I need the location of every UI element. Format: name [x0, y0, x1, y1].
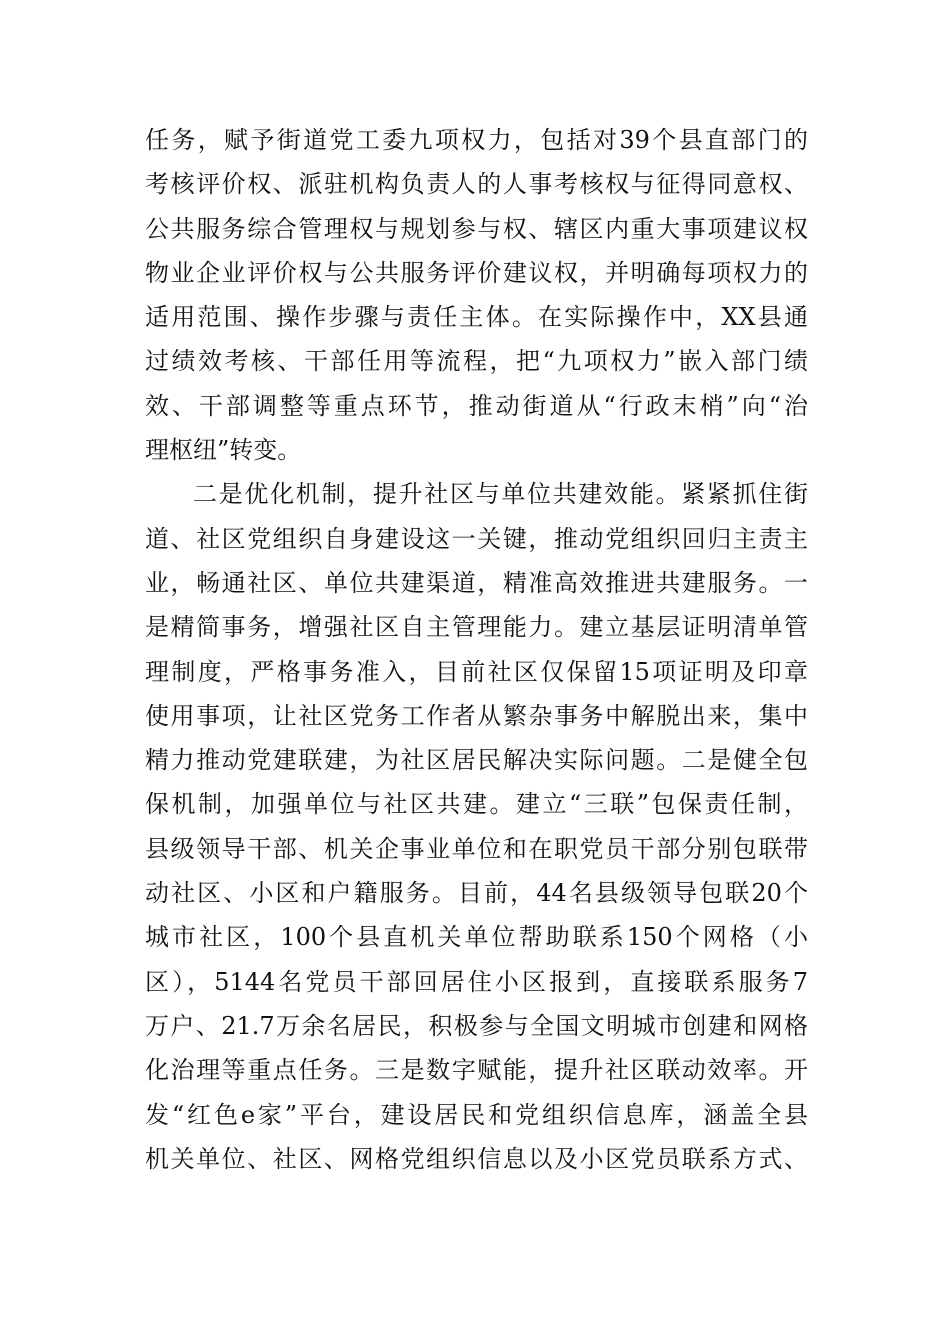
text-line: 发“红色e家”平台，建设居民和党组织信息库，涵盖全县: [145, 1100, 808, 1129]
text-line: 适用范围、操作步骤与责任主体。在实际操作中，XX县通: [145, 303, 808, 332]
text-line: 机关单位、社区、网格党组织信息以及小区党员联系方式、: [145, 1144, 808, 1173]
text-line: 公共服务综合管理权与规划参与权、辖区内重大事项建议权: [145, 214, 808, 243]
text-line: 精力推动党建联建，为社区居民解决实际问题。二是健全包: [145, 746, 808, 775]
text-line: 动社区、小区和户籍服务。目前，44名县级领导包联20个: [145, 879, 808, 908]
text-line: 业，畅通社区、单位共建渠道，精准高效推进共建服务。一: [145, 568, 808, 597]
text-line: 区），5144名党员干部回居住小区报到，直接联系服务7: [145, 967, 808, 996]
text-line: 万户、21.7万余名居民，积极参与全国文明城市创建和网格: [145, 1011, 808, 1040]
text-line: 城市社区，100个县直机关单位帮助联系150个网格（小: [145, 923, 808, 952]
text-line: 考核评价权、派驻机构负责人的人事考核权与征得同意权、: [145, 170, 808, 199]
text-line: 是精简事务，增强社区自主管理能力。建立基层证明清单管: [145, 613, 808, 642]
text-line: 任务，赋予街道党工委九项权力，包括对39个县直部门的: [145, 126, 808, 154]
text-line: 物业企业评价权与公共服务评价建议权，并明确每项权力的: [145, 258, 808, 287]
text-line: 化治理等重点任务。三是数字赋能，提升社区联动效率。开: [145, 1056, 808, 1085]
text-line: 保机制，加强单位与社区共建。建立“三联”包保责任制，: [145, 790, 808, 819]
text-line: 过绩效考核、干部任用等流程，把“九项权力”嵌入部门绩: [145, 347, 808, 376]
text-line: 道、社区党组织自身建设这一关键，推动党组织回归主责主: [145, 524, 808, 553]
text-line: 理枢纽”转变。: [145, 436, 302, 465]
text-line: 县级领导干部、机关企事业单位和在职党员干部分别包联带: [145, 834, 808, 863]
text-line: 使用事项，让社区党务工作者从繁杂事务中解脱出来，集中: [145, 701, 808, 730]
body-text: [145, 118, 808, 1181]
text-line: 效、干部调整等重点环节，推动街道从“行政末梢”向“治: [145, 391, 808, 420]
text-line: 理制度，严格事务准入，目前社区仅保留15项证明及印章: [145, 657, 808, 686]
paragraph-start-line: 二是优化机制，提升社区与单位共建效能。紧紧抓住街: [193, 480, 808, 509]
